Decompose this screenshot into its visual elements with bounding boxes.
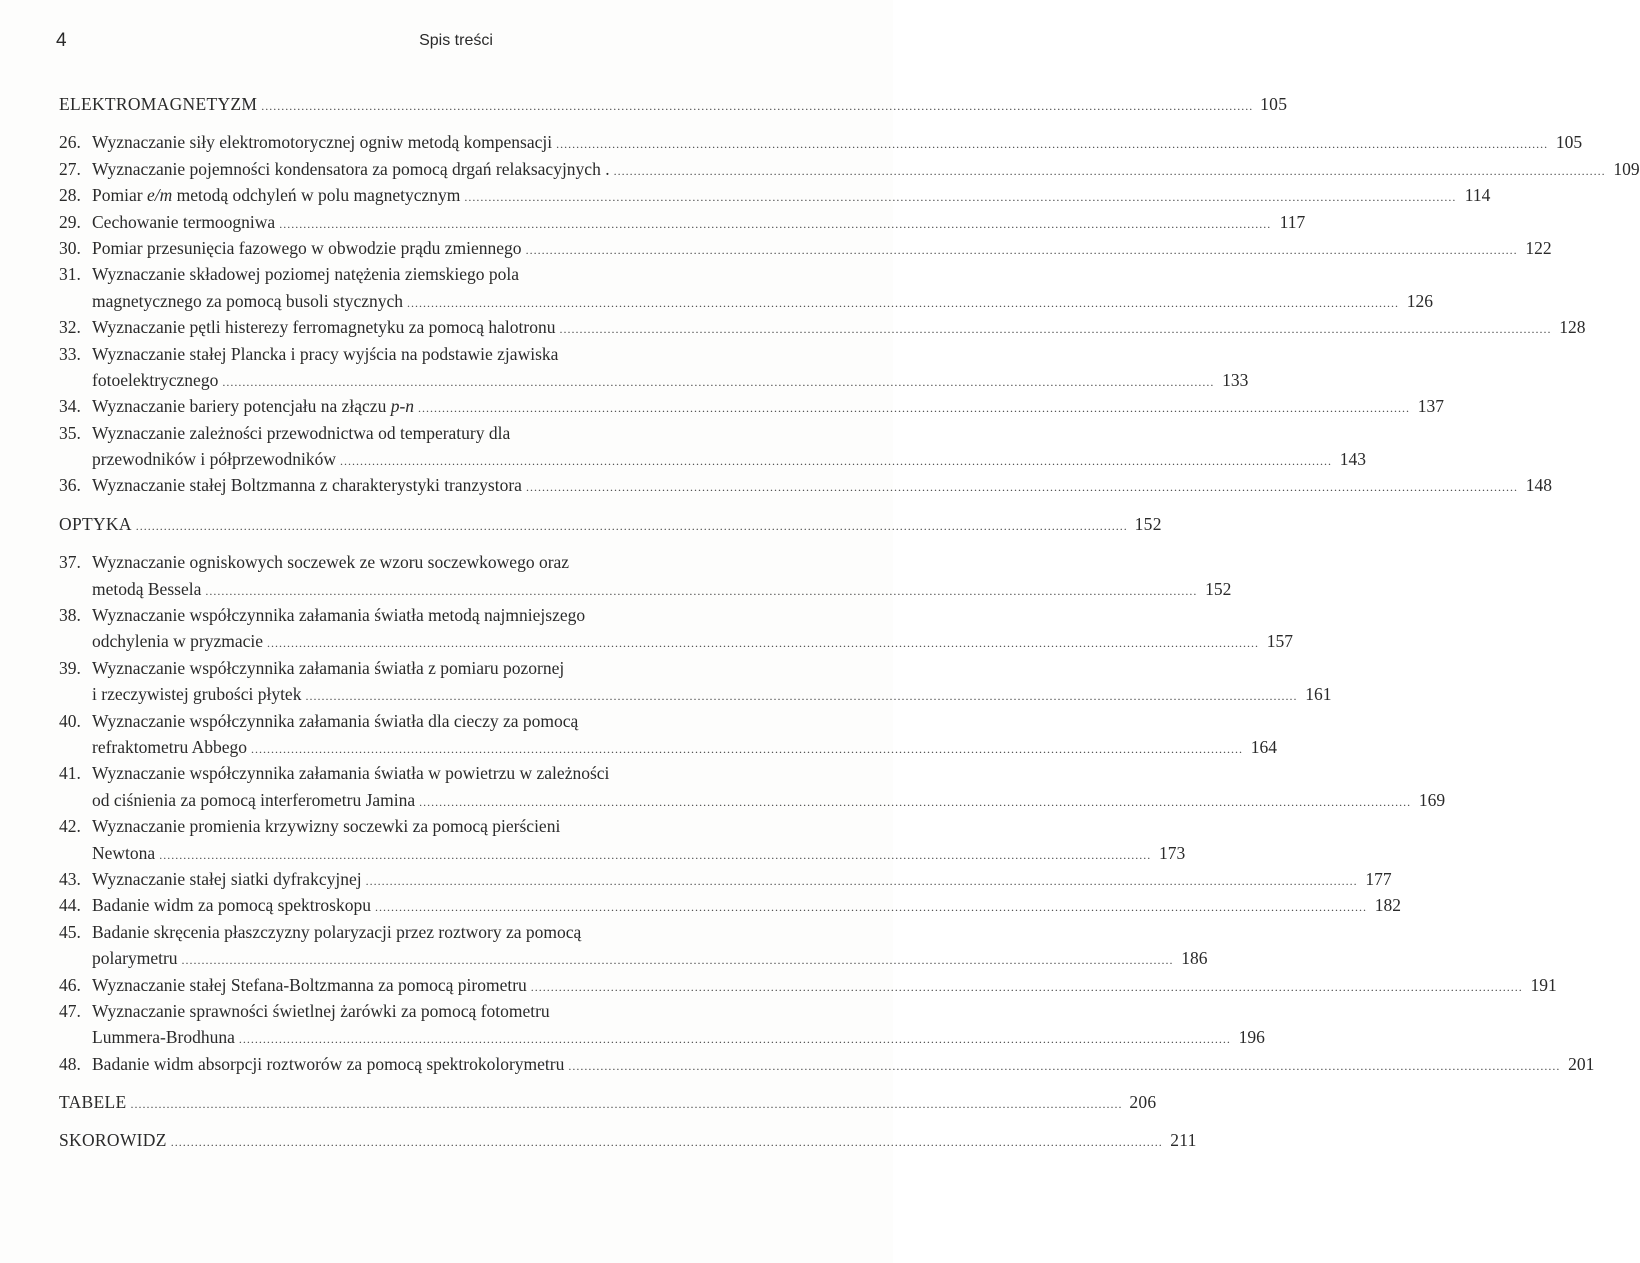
entry-number: 28. [59,185,81,206]
entry-number: 31. [59,264,81,285]
entry-title-formula: e/m [146,185,173,206]
entry-title-cont: Newtona [92,842,156,863]
toc-entry-47[interactable] [59,998,1265,1051]
toc-section-index[interactable] [59,1127,1197,1153]
entry-title: Wyznaczanie pętli histerezy ferromagnetyku za pomocą halotronu [92,317,556,338]
entry-title-part: metodą odchyleń w polu magnetycznym [172,185,461,206]
entry-number: 38. [59,605,81,626]
leader-dots [130,1091,1122,1117]
section-title: ELEKTROMAGNETYZM [59,94,258,114]
toc-entry-33[interactable] [59,341,1249,394]
toc-section-electromagnetism[interactable] [59,91,1288,117]
entry-title: Wyznaczanie stałej Plancka i pracy wyjścia na podstawie zjawiska [92,343,559,364]
leader-dots [375,894,1367,920]
entry-first-line [59,341,827,367]
entry-title-part: Wyznaczanie bariery potencjału na złączu [92,396,391,417]
entry-title: Badanie widm za pomocą spektroskopu [92,895,371,916]
entry-title-cont: Lummera-Brodhuna [92,1027,235,1048]
toc-entry-37[interactable] [59,549,1232,602]
page-ref: 137 [1417,396,1445,417]
entry-number: 27. [59,158,81,179]
page-ref: 122 [1525,237,1552,258]
toc-entry-40[interactable] [59,708,1278,761]
entry-first-line [59,813,827,839]
entry-number: 45. [59,921,81,942]
page-ref: 133 [1222,369,1249,390]
leader-dots [531,974,1523,1000]
entry-title: Wyznaczanie składowej poziomej natężenia ziemskiego pola [92,264,520,285]
entry-title: Wyznaczanie współczynnika załamania światła z pomiaru pozornej [92,657,565,678]
toc-entry-28[interactable] [59,182,1491,208]
toc-entry-42[interactable] [59,813,1186,866]
leader-dots [251,736,1243,762]
leader-dots [614,158,1606,184]
leader-dots [418,395,1410,421]
toc-entry-46[interactable] [59,972,1557,998]
page-ref: 109 [1613,158,1640,179]
entry-title: Cechowanie termoogniwa [92,211,276,232]
entry-title: Wyznaczanie współczynnika załamania światła metodą najmniejszego [92,605,586,626]
leader-dots [267,630,1259,656]
page-ref: 105 [1555,132,1583,153]
leader-dots [407,290,1399,316]
leader-dots [559,316,1551,342]
entry-number: 36. [59,475,81,496]
leader-dots [261,93,1253,119]
page-ref: 191 [1530,974,1557,995]
leader-dots [556,131,1548,157]
entry-title: Wyznaczanie stałej siatki dyfrakcyjnej [92,868,362,889]
page-ref: 186 [1181,948,1208,969]
section-title: SKOROWIDZ [59,1130,167,1151]
toc-entry-31[interactable] [59,261,1434,314]
page-ref: 143 [1339,449,1366,470]
page-ref: 173 [1158,842,1186,863]
entry-continuation-line [59,367,1249,393]
entry-number: 40. [59,710,81,731]
leader-dots [305,683,1297,709]
leader-dots [171,1129,1163,1155]
page-ref: 177 [1365,868,1392,889]
entry-number: 29. [59,211,81,232]
toc-entry-26[interactable] [59,129,1583,155]
leader-dots [464,184,1456,210]
entry-first-line [59,420,827,446]
page-ref: 161 [1305,684,1332,705]
leader-dots [222,369,1214,395]
toc-entry-41[interactable] [59,760,1446,813]
entry-number: 30. [59,237,81,258]
entry-title-formula: p-n [390,396,415,417]
entry-title: Pomiar przesunięcia fazowego w obwodzie prądu zmiennego [92,237,522,258]
leader-dots [340,448,1332,474]
entry-title [92,182,460,208]
toc-entry-35[interactable] [59,420,1366,473]
page-ref: 211 [1170,1130,1197,1151]
page-ref: 206 [1129,1092,1157,1113]
entry-title-cont: i rzeczywistej grubości płytek [92,684,302,705]
entry-first-line [59,549,827,575]
entry-first-line [59,602,827,628]
leader-dots [419,789,1411,815]
entry-title-cont: od ciśnienia za pomocą interferometru Jamina [92,789,416,810]
entry-title: Wyznaczanie współczynnika załamania światła w powietrzu w zależności [92,763,610,784]
entry-continuation-line [59,734,1278,760]
entry-number: 43. [59,868,81,889]
entry-first-line [59,919,827,945]
page-ref: 152 [1205,578,1232,599]
toc-section-optics[interactable] [59,511,1162,537]
page-ref: 164 [1250,736,1278,757]
entry-number: 39. [59,657,81,678]
page-ref: 201 [1568,1053,1595,1074]
table-of-contents [59,91,1640,1154]
page-ref: 169 [1418,789,1446,810]
entry-first-line [59,760,827,786]
entry-title: Wyznaczanie zależności przewodnictwa od temperatury dla [92,422,511,443]
entry-first-line [59,708,827,734]
entry-title: Wyznaczanie współczynnika załamania światła dla cieczy za pomocą [92,710,579,731]
entry-number: 35. [59,422,81,443]
toc-entry-32[interactable] [59,314,1586,340]
toc-entry-45[interactable] [59,919,1208,972]
page-ref: 105 [1260,94,1288,114]
entry-title: Wyznaczanie pojemności kondensatora za pomocą drgań relaksacyjnych . [92,158,610,179]
entry-continuation-line [59,945,1208,971]
entry-number: 37. [59,552,81,573]
page-ref: 157 [1266,631,1294,652]
page-header [56,30,836,58]
toc-entry-34[interactable] [59,393,1445,419]
entry-number: 44. [59,895,81,916]
toc-entry-48[interactable] [59,1051,1595,1077]
page-ref: 114 [1464,185,1491,206]
entry-continuation-line [59,576,1232,602]
entry-title-cont: magnetycznego za pomocą busoli stycznych [92,290,404,311]
entry-title: Wyznaczanie stałej Stefana-Boltzmanna za pomocą pirometru [92,974,527,995]
toc-entry-27[interactable] [59,156,1640,182]
entry-title-part: Pomiar [92,185,147,206]
leader-dots [182,947,1174,973]
section-title: TABELE [59,1092,127,1113]
entry-title-cont: fotoelektrycznego [92,369,219,390]
page-ref: 152 [1134,513,1162,534]
toc-section-tables[interactable] [59,1089,1157,1115]
page-ref: 117 [1279,211,1306,232]
leader-dots [239,1026,1231,1052]
entry-continuation-line [59,628,1294,654]
entry-number: 34. [59,396,81,417]
entry-title-cont: odchylenia w pryzmacie [92,631,264,652]
entry-title-cont: metodą Bessela [92,578,202,599]
entry-number: 47. [59,1000,81,1021]
leader-dots [136,513,1128,539]
page-ref: 128 [1559,317,1586,338]
leader-dots [205,578,1197,604]
entry-title-cont: refraktometru Abbego [92,736,248,757]
entry-continuation-line [59,1024,1265,1050]
leader-dots [366,868,1358,894]
entry-title: Wyznaczanie siły elektromotorycznej ogniw metodą kompensacji [92,132,553,153]
leader-dots [526,237,1518,263]
toc-entry-38[interactable] [59,602,1294,655]
entry-number: 41. [59,763,81,784]
entry-number: 48. [59,1053,81,1074]
entry-number: 32. [59,317,81,338]
entry-title [92,393,414,419]
entry-continuation-line [59,840,1186,866]
entry-title: Badanie skręcenia płaszczyzny polaryzacji przez roztwory za pomocą [92,921,582,942]
toc-entry-44[interactable] [59,892,1401,918]
page-ref: 126 [1406,290,1434,311]
toc-entry-29[interactable] [59,209,1306,235]
entry-title-cont: polarymetru [92,948,178,969]
entry-first-line [59,998,827,1024]
entry-first-line [59,655,827,681]
leader-dots [159,842,1151,868]
entry-number: 46. [59,974,81,995]
entry-continuation-line [59,446,1366,472]
entry-number: 42. [59,816,81,837]
entry-title-cont: przewodników i półprzewodników [92,449,336,470]
entry-title: Badanie widm absorpcji roztworów za pomocą spektrokolorymetru [92,1053,565,1074]
entry-first-line [59,261,827,287]
entry-title: Wyznaczanie promienia krzywizny soczewki za pomocą pierścieni [92,816,561,837]
leader-dots [279,211,1271,237]
toc-entry-43[interactable] [59,866,1392,892]
entry-continuation-line [59,787,1446,813]
entry-number: 33. [59,343,81,364]
page-ref: 196 [1238,1027,1265,1048]
leader-dots [526,474,1518,500]
entry-continuation-line [59,681,1332,707]
entry-number: 26. [59,132,81,153]
toc-entry-36[interactable] [59,472,1552,498]
entry-title: Wyznaczanie stałej Boltzmanna z charakterystyki tranzystora [92,475,522,496]
entry-title: Wyznaczanie ogniskowych soczewek ze wzoru soczewkowego oraz [92,552,570,573]
entry-continuation-line [59,288,1434,314]
page-number: 4 [56,30,67,51]
page-ref: 182 [1374,895,1401,916]
toc-entry-30[interactable] [59,235,1552,261]
entry-title: Wyznaczanie sprawności świetlnej żarówki za pomocą fotometru [92,1000,550,1021]
section-title: OPTYKA [59,513,132,534]
toc-entry-39[interactable] [59,655,1332,708]
page-ref: 148 [1525,475,1552,496]
running-title: Spis treści [419,32,493,49]
leader-dots [568,1053,1560,1079]
